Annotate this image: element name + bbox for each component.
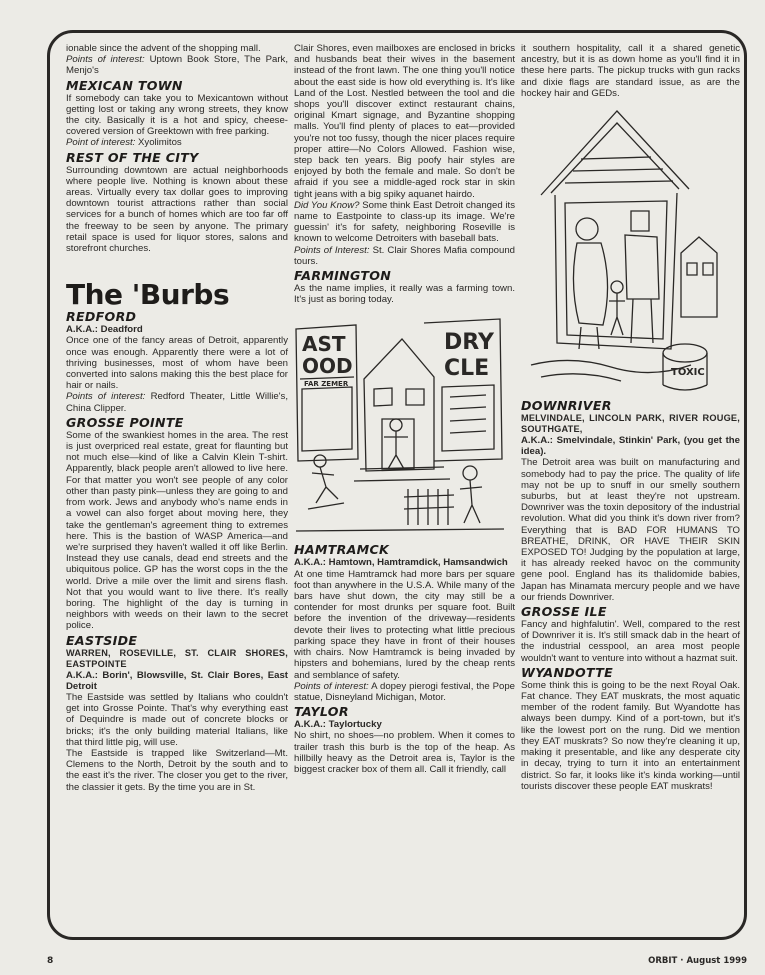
- burbs-heading: The 'Burbs: [66, 278, 230, 312]
- grosse-ile-body: Fancy and highfalutin'. Well, compared to the rest of Downriver it is. It's still smack dab in the heart of the industrial cesspool, an area most people wouldn't want to venture into without a hazmat suit.: [521, 619, 740, 664]
- poi-label: Points of interest:: [66, 391, 146, 403]
- eastside-body-2: The Eastside is trapped like Switzerland—Mt. Clemens to the North, Detroit by the south and to the east it's the river. The closer you get to the river, the classier it gets. By the time you are in St.: [66, 747, 288, 793]
- sign-text-1: AST: [302, 332, 346, 357]
- rest-of-city-body: Surrounding downtown are actual neighborhoods where people live. Nothing is known about these areas. Virtually every tax dollar goes to improving downtown tourist attractions rather than social services for a bunch of homes which are too far off the freeway to be seen by anyone. The primary retail space is used for liquor stores, salons and storefront churches.: [66, 164, 288, 255]
- eastside-poi: [294, 245, 515, 267]
- did-you-know-label: Did You Know?: [294, 199, 360, 211]
- hamtramck-street-illustration: [294, 309, 515, 539]
- did-you-know-text: Some think East Detroit changed its name to Eastpointe to class-up its image. We're guessin' it's for safety, neighboring Roseville is known to welcome Detroiters with baseball bats.: [294, 199, 515, 245]
- mexican-town-poi: [66, 137, 288, 148]
- eastside-subtitle: WARREN, ROSEVILLE, ST. CLAIR SHORES, EASTPOINTE: [66, 647, 288, 669]
- mexican-town-body: If somebody can take you to Mexicantown without getting lost or taking any wrong streets, they know the city. Basically it is a hot and spicy, cheese-covered version of Greektown with free parking.: [66, 92, 288, 138]
- poi-text: Redford Theater, Little Willie's, China Clipper.: [66, 391, 288, 414]
- downriver-body: The Detroit area was built on manufacturing and somebody had to pay the price. The quality of life may not be up to snuff in our smelly southern suburbs, but at least they're not upstream. Downriver was the toxin depository of the industrial revolution. What did you think it's down river from? Everything that is BAD FOR HUMANS TO BREATHE, DRINK, OR HAVE THEIR SKIN EXPOSED TO! Judging by the population at large, it has already reeked havoc on the community gene pool. England has its thalidomide babies, Japan has Minamata mercury people and we have our friends Downriver.: [521, 457, 740, 603]
- poi-label: Point of interest:: [66, 137, 136, 149]
- intro-poi: [66, 54, 288, 76]
- sign-text-4: CLE: [444, 356, 490, 382]
- sign-text-2: OOD: [302, 354, 353, 379]
- hamtramck-poi: [294, 681, 515, 703]
- eastside-heading: EASTSIDE: [66, 632, 138, 648]
- taylor-aka: A.K.A.: Taylortucky: [294, 719, 382, 731]
- page-number: 8: [47, 956, 54, 966]
- poi-text: St. Clair Shores Mafia compound tours.: [294, 244, 516, 267]
- redford-heading: REDFORD: [66, 309, 137, 325]
- redford-poi: [66, 391, 288, 413]
- downriver-heading: DOWNRIVER: [521, 398, 612, 414]
- poi-label: Points of Interest:: [294, 244, 370, 256]
- wyandotte-heading: WYANDOTTE: [521, 664, 614, 680]
- taylor-heading: TAYLOR: [294, 704, 349, 720]
- wyandotte-body: Some think this is going to be the next Royal Oak. Fat chance. They EAT muskrats, the most aquatic member of the rodent family. But Wyandotte has always been dumpy. Kind of a port-town, but it's like the lowest port on the rung. Did we mention they EAT muskrats? So now they're cleaning it up, making it presentable, and like any desperate city in decay, trying to turn it into an entertainment district. So far, it looks like it's kinda working—until tourists discover these people EAT muskrats!: [521, 679, 740, 792]
- redford-aka: A.K.A.: Deadford: [66, 324, 143, 336]
- eastside-continued: Clair Shores, even mailboxes are enclosed in bricks and husbands beat their wives in the basement instead of the front lawn. The one thing you'll notice about the east side is how old everything is. It's like Land of the Lost. Nestled between the tool and die shops you'll discover extinct restaurant chains, original Kmart signage, and Byzantine shopping malls. You'll find plenty of places to eat—provided you're not too fussy, though the nicer places require proper attire—No Colors Allowed. Fashion wise, step back ten years. Big poofy hair styles are enjoyed by both the female and male. So don't be afraid if you see a middle-aged rock star in skin tight jeans with a big spiky aquanet hairdo.: [294, 43, 515, 200]
- column-1: [66, 43, 288, 793]
- poi-text: Uptown Book Store, The Park, Menjo's: [66, 54, 289, 77]
- column-2: [294, 43, 515, 775]
- hamtramck-body: At one time Hamtramck had more bars per square foot than anywhere in the U.S.A. While many of the bars have shut down, the city may still be a contender for most drunks per square foot. Built before the invention of the driveway—residents devote their lives to protecting what little precious parking space they have in front of their houses with chairs. Now Hamtramck is being invaded by hipsters and bohemians, lured by the cheap rents and semblance of safety.: [294, 568, 515, 681]
- redford-body: Once one of the fancy areas of Detroit, apparently once was enough. Apparently there were a lot of thriving businesses, most of whom have been converted into salons making this the best place for hair or nails.: [66, 335, 288, 392]
- sign-text-3: DRY: [444, 330, 494, 356]
- eastside-aka: A.K.A.: Borin', Blowsville, St. Clair Bores, East Detroit: [66, 669, 288, 692]
- sign-text-5: FAR ZEMER: [304, 380, 349, 389]
- rest-of-city-heading: REST OF THE CITY: [66, 149, 199, 165]
- poi-text: A dopey pierogi festival, the Pope statue, Disneyland Michigan, Motor.: [294, 680, 516, 703]
- eastside-body-1: The Eastside was settled by Italians who couldn't get into Grosse Pointe. That's why everything east of Dequindre is made out of concrete blocks or bricks; it's the only building material Italians, like that third little pig, will use.: [66, 691, 288, 748]
- downriver-family-illustration: [521, 103, 740, 395]
- hamtramck-heading: HAMTRAMCK: [294, 542, 390, 558]
- poi-label: Points of interest:: [294, 680, 369, 692]
- article-frame: [47, 30, 747, 940]
- intro-text: ionable since the advent of the shopping mall.: [66, 43, 261, 54]
- publication-footer: ORBIT · August 1999: [648, 956, 747, 966]
- hamtramck-aka: A.K.A.: Hamtown, Hamtramdick, Hamsandwich: [294, 557, 508, 569]
- taylor-continued: it southern hospitality, call it a shared genetic ancestry, but it is as down home as you'll find it in these here parts. The pickup trucks with gun racks and dixie flags are standard issue, as are the hockey hair and GEDs.: [521, 43, 740, 99]
- did-you-know: [294, 200, 515, 245]
- mexican-town-heading: MEXICAN TOWN: [66, 77, 183, 93]
- poi-label: Points of interest:: [66, 54, 145, 66]
- downriver-subtitle: MELVINDALE, LINCOLN PARK, RIVER ROUGE, SOUTHGATE,: [521, 413, 740, 435]
- grosse-pointe-body: Some of the swankiest homes in the area. The rest is just overpriced real estate, great for flaunting but not much else—kind of like a Calvin Klein T-shirt. Apparently, black people aren't allowed to live here. For that matter you won't see people of any color other than pasty pink—unless they are going to and from work. Jews and anybody who's name ends in a vowel can also forget about moving here, they take the gentleman's agreement thing to extremes here. This is the bastion of WASP America—and we're surprised they haven't walled it off like Berlin. Instead they use canals, dead end streets and the ubiquitous police. GP has the worst cops in the the world. Drive a mile over the limit and sirens flash. Not that you would want to live there. It's really boring. The highlight of the day is turning in neighbors with weeds on their lawn to the secret police.: [66, 429, 288, 632]
- grosse-pointe-heading: GROSSE POINTE: [66, 414, 184, 430]
- farmington-heading: FARMINGTON: [294, 268, 392, 284]
- column-3: [521, 43, 740, 792]
- farmington-body: As the name implies, it really was a farming town. It's just as boring today.: [294, 283, 515, 306]
- downriver-aka: A.K.A.: Smelvindale, Stinkin' Park, (you get the idea).: [521, 435, 740, 458]
- taylor-body: No shirt, no shoes—no problem. When it comes to trailer trash this burb is the top of the heap. As hillbilly heavy as the Detroit area is, Taylor is the biggest cracker box of them all. Call it friendly, call: [294, 730, 515, 775]
- grosse-ile-heading: GROSSE ILE: [521, 604, 607, 620]
- poi-text: Xyolimitos: [138, 137, 182, 149]
- drum-label: TOXIC: [671, 367, 705, 379]
